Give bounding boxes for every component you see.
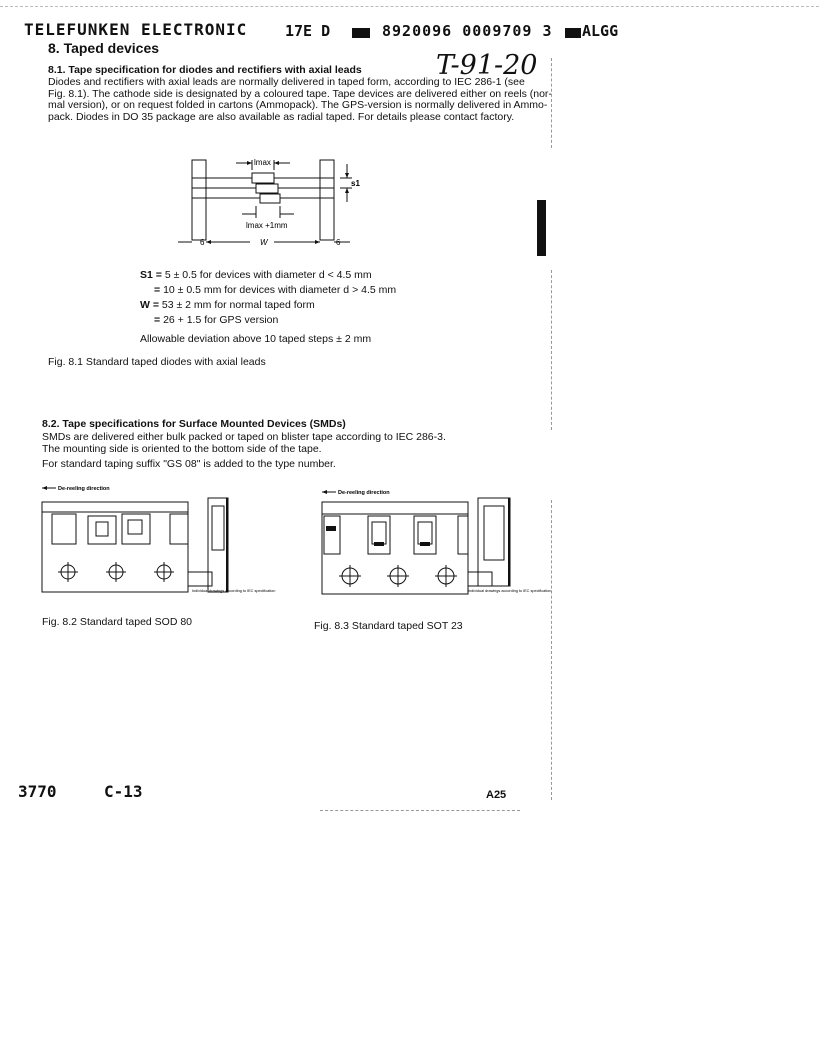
section-8-2-heading: 8.2. Tape specifications for Surface Mounted Devices (SMDs) [42,418,346,430]
formula-symbol: W = [140,299,159,311]
margin-bar [537,200,546,256]
fig81-six-right: 6 [336,238,341,247]
formula-symbol: = [154,284,161,296]
fig81-lmax-label: lmax [254,158,271,167]
formula-text: 5 ± 0.5 for devices with diameter d < 4.5 mm [164,269,372,281]
section-8-1-heading: 8.1. Tape specification for diodes and rectifiers with axial leads [48,64,362,76]
fig-8-3-drawing [318,486,552,608]
formula-text: 26 + 1.5 for GPS version [163,314,279,326]
margin-dash [551,58,552,148]
header-code: 17E D [285,22,331,40]
fig83-side-note: Individual drawings according to IEC specification [468,589,552,593]
section-8-2-body [42,432,562,471]
fig81-w-label: W [260,238,268,247]
body-line: Fig. 8.1). The cathode side is designated by a coloured tape. Tape devices are delivered either on reels (nor- [48,87,552,100]
header-block-mark [352,28,370,38]
body-line: pack. Diodes in DO 35 package are also available as radial taped. For details please contact factory. [48,110,515,123]
formula-text: 53 ± 2 mm for normal taped form [161,299,315,311]
formula-symbol: = [154,314,161,326]
fig83-direction: De-reeling direction [338,490,390,496]
body-line: mal version), or on request folded in cartons (Ammopack). The GPS-version is normally delivered in Ammo- [48,99,548,111]
page-title: 8. Taped devices [48,40,160,56]
footer-page-number: A25 [486,789,507,801]
header-suffix: ALGG [582,22,619,40]
scan-bottom-line [320,810,520,811]
fig-8-1-drawing [170,150,370,250]
fig81-six-left: 6 [200,238,205,247]
formula-text: Allowable deviation above 10 taped steps ± 2 mm [140,333,372,345]
body-line: The mounting side is oriented to the bottom side of the tape. [42,442,322,455]
formula-text: 10 ± 0.5 mm for devices with diameter d > 4.5 mm [163,284,397,296]
body-line: Diodes and rectifiers with axial leads are normally delivered in taped form, according to IEC 286-1 (see [48,76,525,88]
fig-8-2-drawing [38,480,276,602]
body-line: SMDs are delivered either bulk packed or taped on blister tape according to IEC 286-3. [42,431,446,443]
fig81-formulas [140,268,396,347]
header-block-mark-2 [565,28,581,38]
fig-8-2-caption: Fig. 8.2 Standard taped SOD 80 [42,616,193,628]
section-8-1-body [48,77,568,123]
margin-dash [551,500,552,800]
fig-8-3-caption: Fig. 8.3 Standard taped SOT 23 [314,620,463,632]
body-line: For standard taping suffix "GS 08" is added to the type number. [42,458,336,470]
fig81-lmax-plus-label: lmax +1mm [246,221,288,230]
fig-8-1-caption: Fig. 8.1 Standard taped diodes with axial leads [48,356,266,368]
fig82-side-note: Individual drawings according to IEC specification [192,589,276,593]
scan-top-line [0,6,819,7]
footer-code-right: C-13 [104,782,143,801]
footer-code-left: 3770 [18,782,57,801]
fig81-s1-label: s1 [351,179,360,188]
handwritten-note: T-91-20 [436,50,538,81]
header-numbers: 8920096 0009709 3 [382,22,553,40]
header-company: TELEFUNKEN ELECTRONIC [24,20,248,39]
formula-symbol: S1 = [140,269,162,281]
fig82-direction: De-reeling direction [58,486,110,492]
margin-dash [551,270,552,430]
